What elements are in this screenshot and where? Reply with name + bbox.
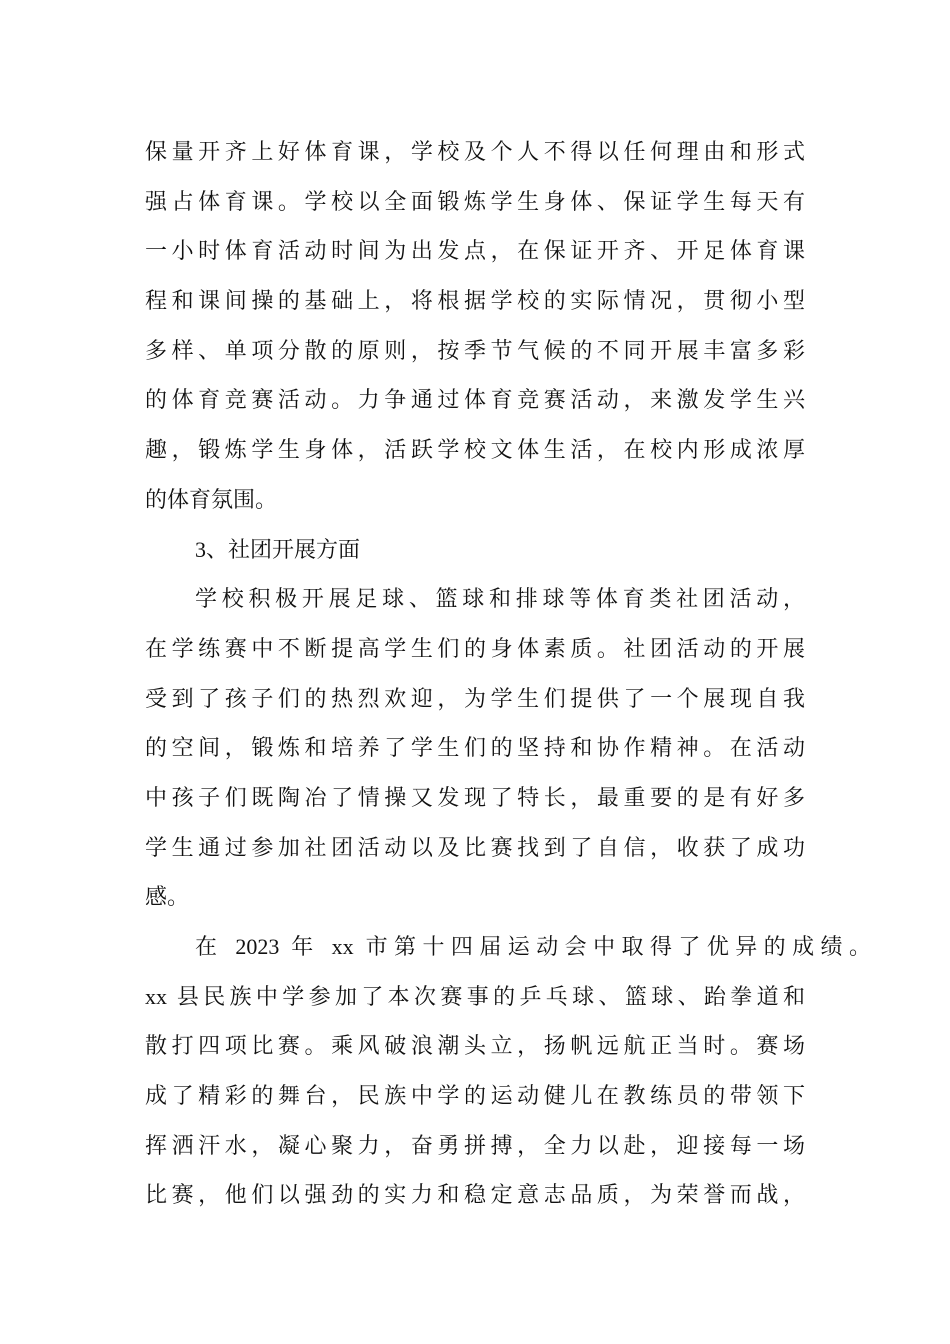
text-line: 的体育氛围。 [145, 486, 278, 512]
text-line: 挥洒汗水，凝心聚力，奋勇拼搏，全力以赴，迎接每一场 [145, 1132, 805, 1158]
text-line: 多样、单项分散的原则，按季节气候的不同开展丰富多彩 [145, 337, 805, 363]
paragraph-sports-classes [145, 127, 805, 525]
text-line: 保量开齐上好体育课，学校及个人不得以任何理由和形式 [145, 139, 805, 164]
text-line: 比赛，他们以强劲的实力和稳定意志品质，为荣誉而战， [145, 1182, 805, 1208]
text-line: 程和课间操的基础上，将根据学校的实际情况，贯彻小型 [145, 288, 805, 314]
body-text [145, 127, 871, 1220]
paragraph-clubs [145, 574, 805, 922]
text-line: 中孩子们既陶冶了情操又发现了特长，最重要的是有好多 [145, 784, 805, 810]
text-line: 学校积极开展足球、篮球和排球等体育类社团活动， [195, 586, 805, 612]
text-line: 的空间，锻炼和培养了学生们的坚持和协作精神。在活动 [145, 735, 805, 761]
text-line: xx 县民族中学参加了本次赛事的乒乓球、篮球、跆拳道和 [145, 983, 805, 1009]
text-line: 散打四项比赛。乘风破浪潮头立，扬帆远航正当时。赛场 [145, 1033, 805, 1059]
text-line: 一小时体育活动时间为出发点，在保证开齐、开足体育课 [145, 238, 805, 264]
section-heading: 3、社团开展方面 [195, 536, 361, 562]
text-line: 趣，锻炼学生身体，活跃学校文体生活，在校内形成浓厚 [145, 437, 805, 463]
text-line: 学生通过参加社团活动以及比赛找到了自信，收获了成功 [145, 834, 805, 860]
text-line: 的体育竞赛活动。力争通过体育竞赛活动，来激发学生兴 [145, 387, 805, 413]
paragraph-games-results [145, 922, 871, 1220]
text-line: 在 2023 年 xx 市第十四届运动会中取得了优异的成绩。 [195, 934, 871, 959]
text-line: 在学练赛中不断提高学生们的身体素质。社团活动的开展 [145, 635, 805, 661]
text-line: 强占体育课。学校以全面锻炼学生身体、保证学生每天有 [145, 188, 805, 214]
text-line: 感。 [145, 884, 190, 910]
text-line: 受到了孩子们的热烈欢迎，为学生们提供了一个展现自我 [145, 685, 805, 711]
text-line: 成了精彩的舞台，民族中学的运动健儿在教练员的带领下 [145, 1083, 805, 1109]
